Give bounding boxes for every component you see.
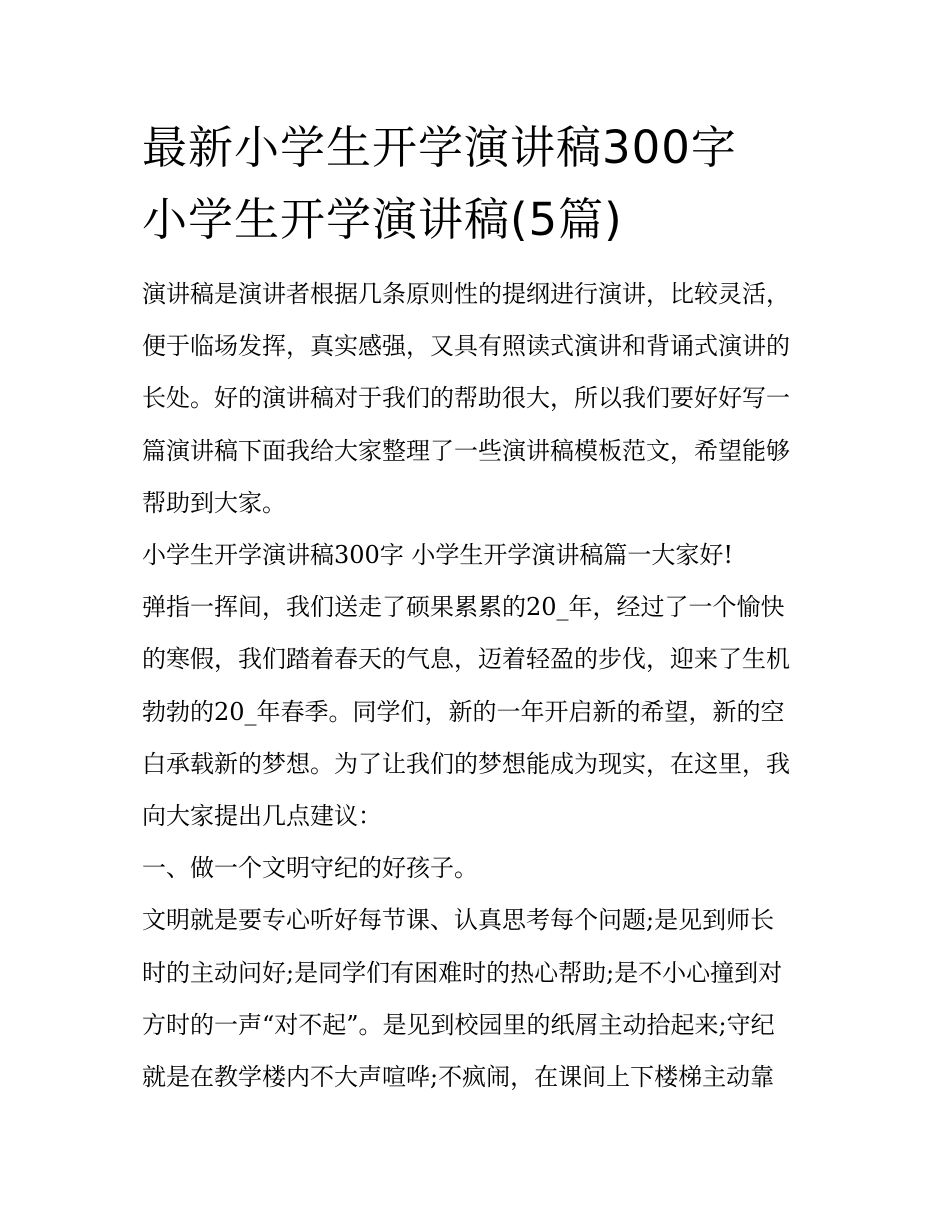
title-line: 小学生开学演讲稿(5篇) [142, 193, 623, 246]
body-line: 长处。好的演讲稿对于我们的帮助很大，所以我们要好好写一 [142, 384, 790, 413]
document-title [142, 112, 814, 256]
body-line: 向大家提出几点建议： [142, 802, 382, 831]
body-line: 方时的一声“对不起”。是见到校园里的纸屑主动拾起来;守纪 [142, 1010, 775, 1039]
title-line: 最新小学生开学演讲稿300字 [142, 121, 737, 174]
section-heading-line: 小学生开学演讲稿300字 小学生开学演讲稿篇一大家好! [142, 541, 734, 570]
body-line: 时的主动问好;是同学们有困难时的热心帮助;是不小心撞到对 [142, 958, 783, 987]
body-line: 便于临场发挥，真实感强，又具有照读式演讲和背诵式演讲的 [142, 332, 790, 361]
body-line: 文明就是要专心听好每节课、认真思考每个问题;是见到师长 [142, 906, 775, 935]
body-line: 勃勃的20_年春季。同学们，新的一年开启新的希望，新的空 [142, 697, 785, 726]
body-line: 就是在教学楼内不大声喧哗;不疯闹，在课间上下楼梯主动靠 [142, 1063, 775, 1092]
body-line: 弹指一挥间，我们送走了硕果累累的20_年，经过了一个愉快 [142, 593, 785, 622]
document-body [142, 268, 814, 1103]
list-heading-line: 一、做一个文明守纪的好孩子。 [142, 854, 478, 883]
body-line: 白承载新的梦想。为了让我们的梦想能成为现实，在这里，我 [142, 749, 790, 778]
body-line: 篇演讲稿下面我给大家整理了一些演讲稿模板范文，希望能够 [142, 436, 790, 465]
document-page [142, 112, 814, 1103]
body-line: 帮助到大家。 [142, 488, 286, 517]
body-line: 演讲稿是演讲者根据几条原则性的提纲进行演讲，比较灵活， [142, 280, 790, 308]
body-line: 的寒假，我们踏着春天的气息，迈着轻盈的步伐，迎来了生机 [142, 645, 790, 674]
